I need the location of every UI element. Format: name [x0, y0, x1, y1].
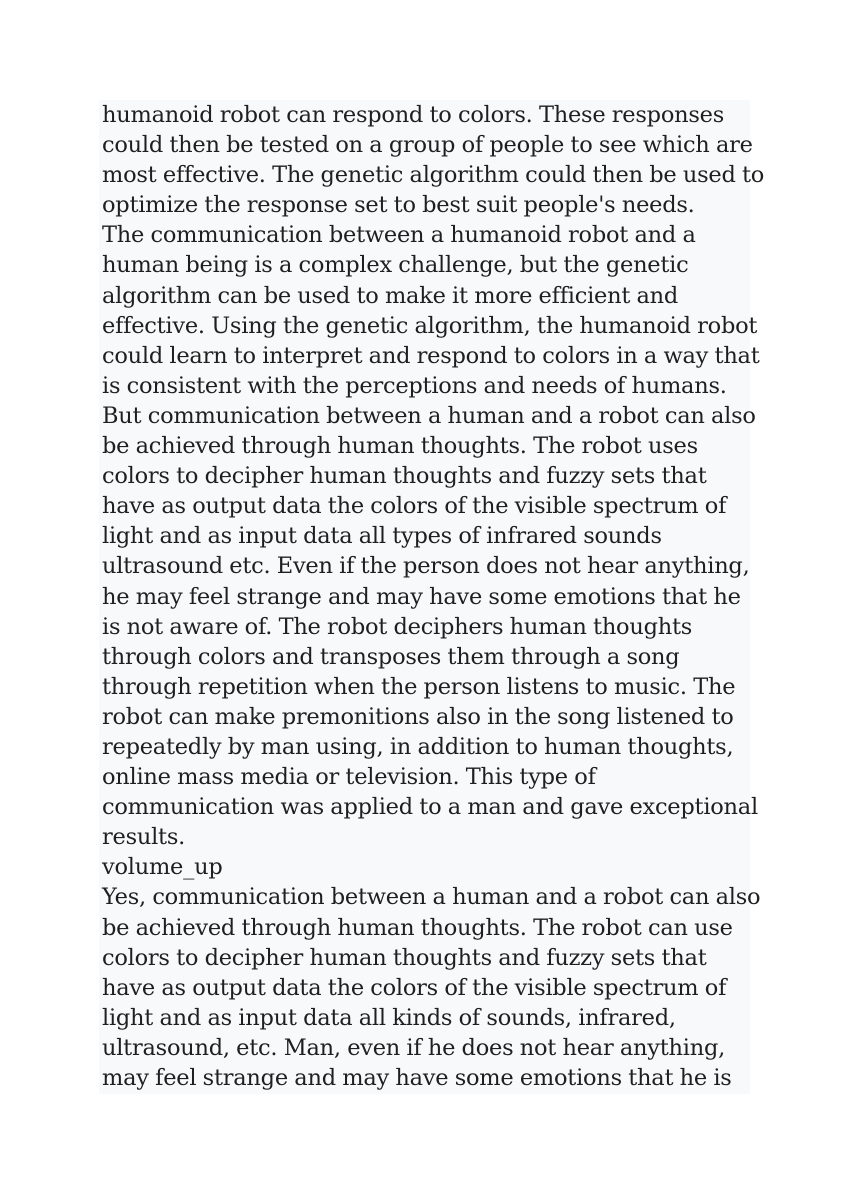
text-line: could then be tested on a group of people to see which are [102, 132, 753, 159]
text-line: he may feel strange and may have some emotions that he [102, 583, 741, 610]
text-line: algorithm can be used to make it more efficient and [102, 282, 679, 309]
text-line: through colors and transposes them through a song [102, 643, 680, 670]
text-line: colors to decipher human thoughts and fuzzy sets that [102, 463, 707, 490]
text-line: light and as input data all kinds of sounds, infrared, [102, 1004, 676, 1031]
text-line: results. [102, 824, 186, 851]
text-line: be achieved through human thoughts. The robot can use [102, 914, 733, 941]
text-line: ultrasound, etc. Man, even if he does not hear anything, [102, 1034, 726, 1061]
text-line: is consistent with the perceptions and needs of humans. [102, 372, 727, 399]
text-line: may feel strange and may have some emotions that he is [102, 1065, 732, 1091]
text-line: have as output data the colors of the visible spectrum of [102, 974, 727, 1001]
text-line: through repetition when the person listens to music. The [102, 673, 736, 700]
text-line: most effective. The genetic algorithm could then be used to [102, 162, 765, 189]
text-line: communication was applied to a man and gave exceptional [102, 794, 758, 821]
volume-up-label: volume_up [102, 854, 223, 881]
text-line: light and as input data all types of infrared sounds [102, 523, 662, 550]
text-line: repeatedly by man using, in addition to human thoughts, [102, 733, 734, 760]
text-line: human being is a complex challenge, but the genetic [102, 252, 689, 279]
text-line: optimize the response set to best suit people's needs. [102, 192, 695, 219]
text-line: could learn to interpret and respond to colors in a way that [102, 342, 760, 369]
text-line: have as output data the colors of the visible spectrum of [102, 493, 727, 520]
text-line: But communication between a human and a robot can also [102, 402, 756, 429]
text-line: is not aware of. The robot deciphers human thoughts [102, 613, 693, 640]
text-line: The communication between a humanoid robot and a [102, 222, 696, 249]
text-line: humanoid robot can respond to colors. These responses [102, 102, 725, 128]
text-line: be achieved through human thoughts. The robot uses [102, 433, 698, 460]
text-line: effective. Using the genetic algorithm, the humanoid robot [102, 312, 758, 339]
text-line: ultrasound etc. Even if the person does not hear anything, [102, 553, 750, 580]
text-line: colors to decipher human thoughts and fuzzy sets that [102, 944, 707, 971]
text-line: Yes, communication between a human and a robot can also [102, 884, 761, 911]
text-block [99, 100, 765, 1094]
text-line: online mass media or television. This type of [102, 764, 596, 791]
text-line: robot can make premonitions also in the song listened to [102, 703, 734, 730]
